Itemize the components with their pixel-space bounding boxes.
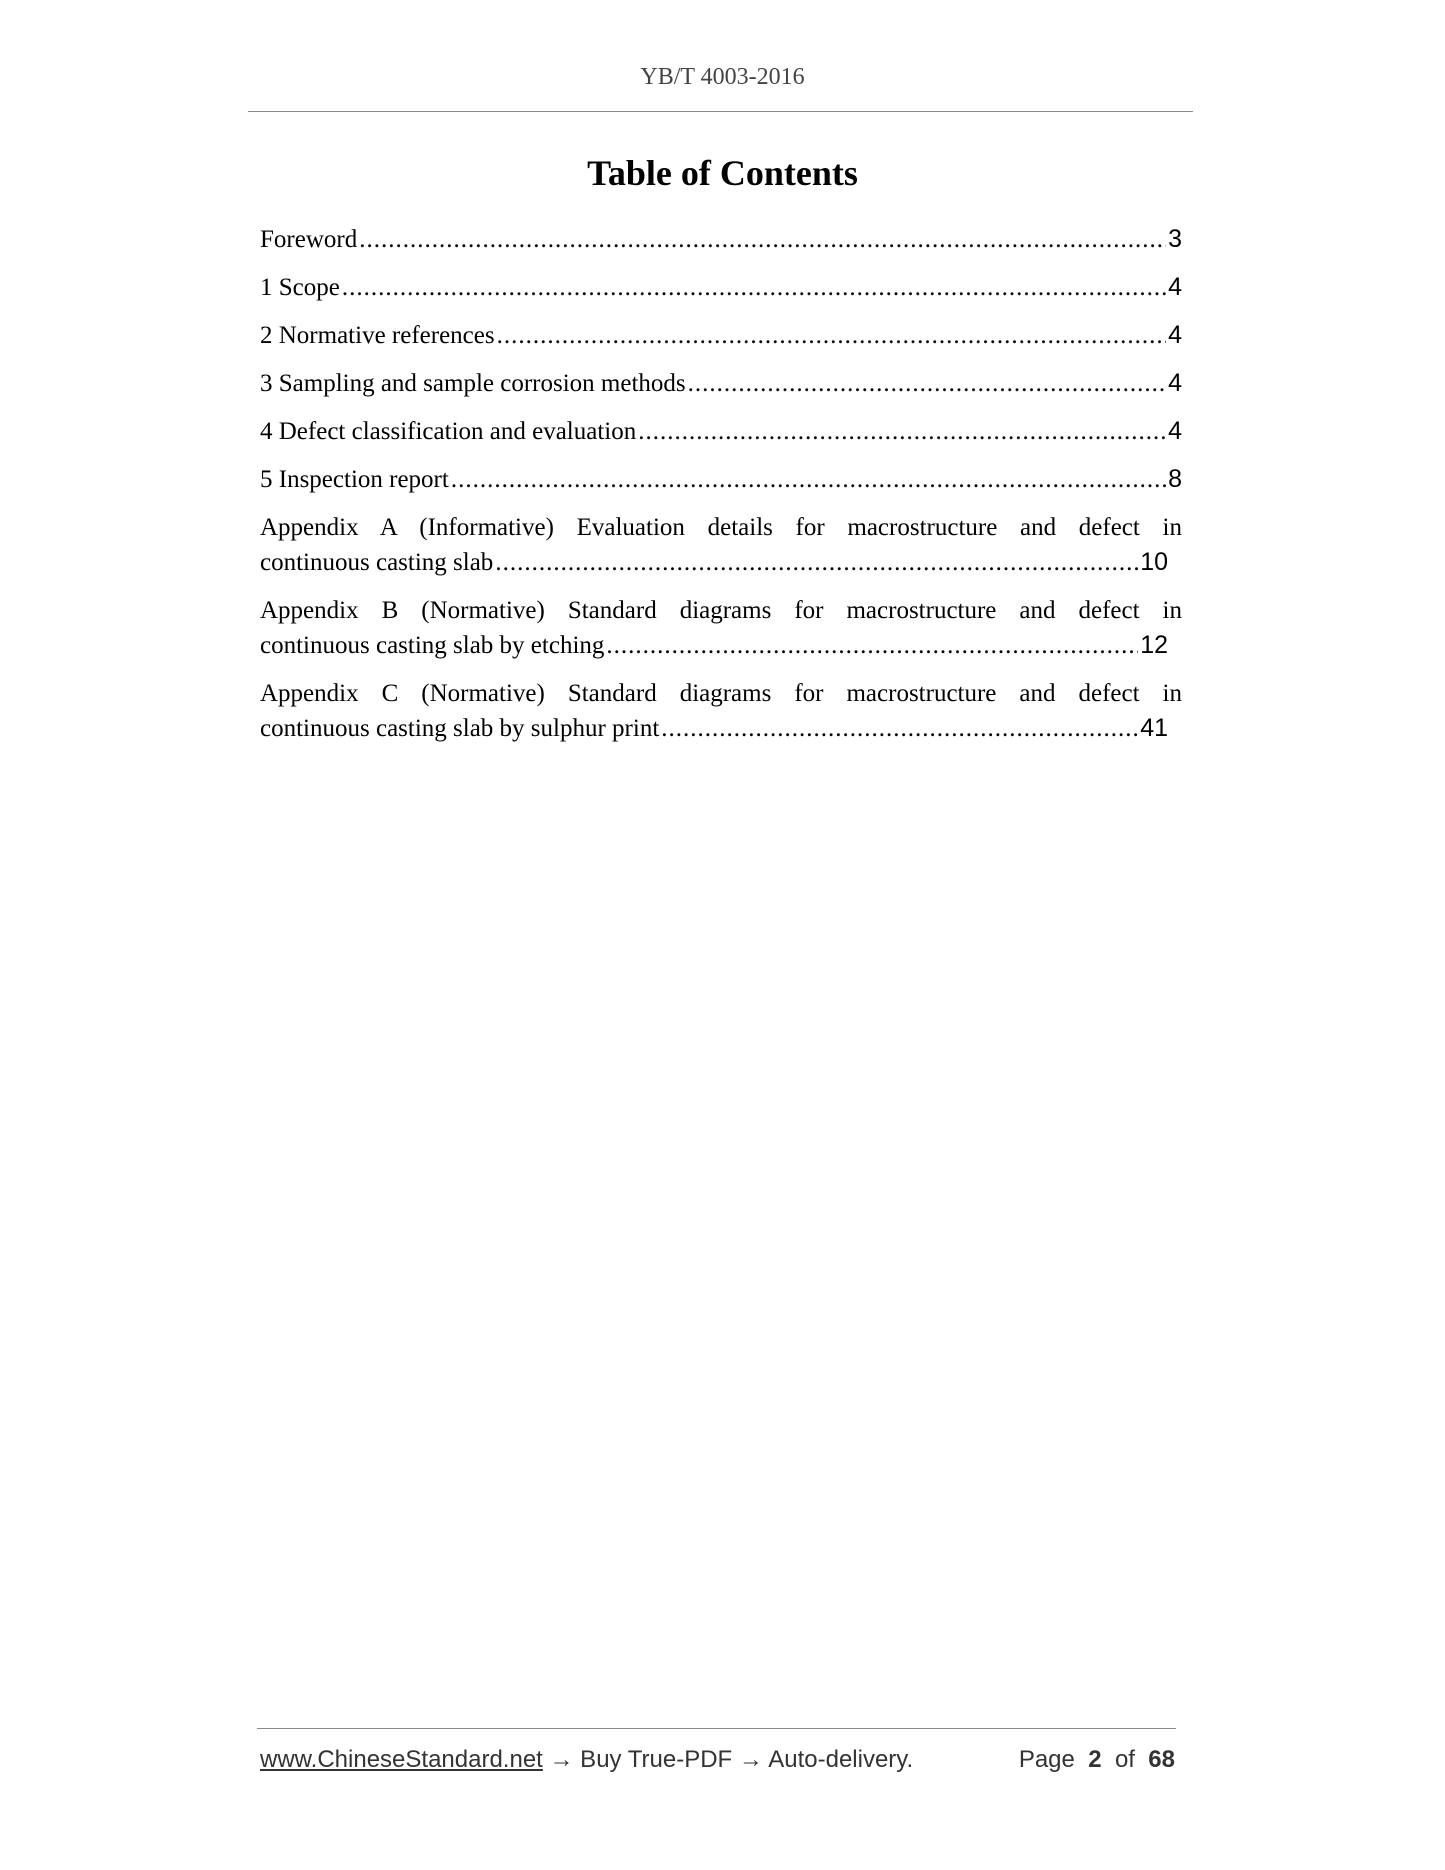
toc-entry-text: Foreword bbox=[260, 226, 358, 253]
toc-entry-text: 2 Normative references bbox=[260, 322, 495, 349]
toc-entry-normative-references[interactable] bbox=[260, 318, 1182, 353]
toc-entry-inspection-report[interactable] bbox=[260, 462, 1182, 497]
toc-entry-sampling[interactable] bbox=[260, 366, 1182, 401]
footer-promo bbox=[260, 1746, 913, 1774]
dot-leader bbox=[359, 222, 1166, 257]
total-pages: 68 bbox=[1148, 1746, 1175, 1773]
current-page: 2 bbox=[1088, 1746, 1102, 1773]
toc-entry-text: Appendix C (Normative) Standard diagrams for macrostructure and defect in bbox=[260, 680, 1182, 707]
toc-title: Table of Contents bbox=[587, 153, 858, 193]
toc-entry-appendix-a[interactable] bbox=[260, 510, 1182, 580]
toc-entry-page: 4 bbox=[1168, 273, 1182, 301]
toc-entry-text-continued: continuous casting slab by sulphur print bbox=[260, 715, 660, 742]
toc-entry-page: 3 bbox=[1168, 225, 1182, 253]
dot-leader bbox=[497, 318, 1166, 353]
toc-entry-appendix-c[interactable] bbox=[260, 676, 1182, 746]
toc-entry-page: 4 bbox=[1168, 369, 1182, 397]
toc-entry-defect-classification[interactable] bbox=[260, 414, 1182, 449]
toc-entry-page: 10 bbox=[1140, 548, 1168, 576]
dot-leader bbox=[688, 366, 1166, 401]
toc-entry-text: Appendix B (Normative) Standard diagrams for macrostructure and defect in bbox=[260, 597, 1182, 624]
dot-leader bbox=[661, 711, 1138, 746]
dot-leader bbox=[638, 414, 1166, 449]
toc-entry-page: 41 bbox=[1140, 714, 1168, 742]
toc-entry-page: 4 bbox=[1168, 321, 1182, 349]
chinesestandard-link[interactable]: www.ChineseStandard.net bbox=[260, 1746, 543, 1773]
toc-entry-appendix-b[interactable] bbox=[260, 593, 1182, 663]
toc-entry-page: 4 bbox=[1168, 417, 1182, 445]
toc-entry-text-continued: continuous casting slab by etching bbox=[260, 632, 605, 659]
footer-promo-text: → Buy True-PDF → Auto-delivery. bbox=[542, 1746, 914, 1773]
dot-leader bbox=[606, 628, 1138, 663]
toc-entry-page: 12 bbox=[1140, 631, 1168, 659]
toc-entry-foreword[interactable] bbox=[260, 222, 1182, 257]
toc-entry-text: 3 Sampling and sample corrosion methods bbox=[260, 370, 686, 397]
footer-divider bbox=[257, 1728, 1176, 1729]
header-divider bbox=[248, 111, 1193, 112]
page-number bbox=[1019, 1746, 1175, 1774]
dot-leader bbox=[451, 462, 1166, 497]
page-footer bbox=[260, 1746, 1175, 1774]
document-id-header: YB/T 4003-2016 bbox=[640, 64, 805, 90]
table-of-contents bbox=[260, 222, 1182, 759]
toc-entry-page: 8 bbox=[1168, 465, 1182, 493]
toc-entry-text: Appendix A (Informative) Evaluation details for macrostructure and defect in bbox=[260, 514, 1182, 541]
page-label: Page bbox=[1018, 1746, 1075, 1773]
toc-entry-text: 4 Defect classification and evaluation bbox=[260, 418, 637, 445]
page-of-label: of bbox=[1114, 1746, 1135, 1773]
toc-entry-scope[interactable] bbox=[260, 270, 1182, 305]
dot-leader bbox=[495, 545, 1138, 580]
toc-entry-text: 1 Scope bbox=[260, 274, 340, 301]
dot-leader bbox=[342, 270, 1166, 305]
toc-entry-text: 5 Inspection report bbox=[260, 466, 449, 493]
toc-entry-text-continued: continuous casting slab bbox=[260, 549, 494, 576]
